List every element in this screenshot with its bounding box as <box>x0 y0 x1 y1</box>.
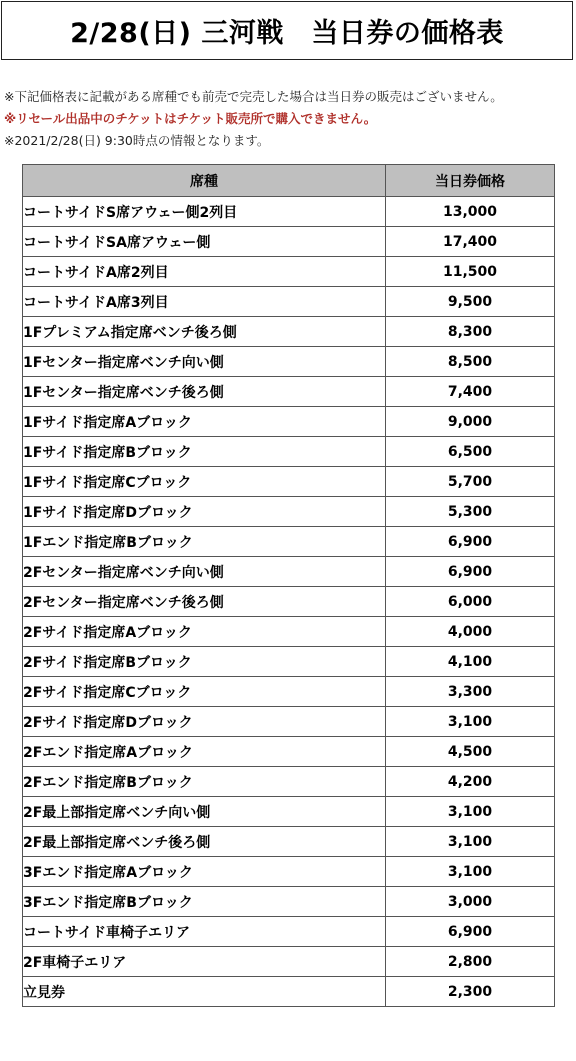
table-row <box>23 857 555 887</box>
price-table <box>22 164 555 1007</box>
table-row <box>23 437 555 467</box>
seat-type-cell: 2F最上部指定席ベンチ向い側 <box>23 797 386 827</box>
table-row <box>23 707 555 737</box>
note-line: ※2021/2/28(日) 9:30時点の情報となります。 <box>4 133 270 148</box>
seat-type-cell: 2Fサイド指定席Dブロック <box>23 707 386 737</box>
table-header-row <box>23 165 555 197</box>
table-row <box>23 977 555 1007</box>
price-cell: 8,300 <box>386 317 555 347</box>
column-header-price: 当日券価格 <box>386 165 555 197</box>
price-cell: 9,500 <box>386 287 555 317</box>
seat-type-cell: 1Fサイド指定席Aブロック <box>23 407 386 437</box>
notes-section <box>4 86 572 152</box>
price-cell: 4,500 <box>386 737 555 767</box>
seat-type-cell: コートサイドSA席アウェー側 <box>23 227 386 257</box>
price-cell: 3,000 <box>386 887 555 917</box>
seat-type-cell: 3Fエンド指定席Bブロック <box>23 887 386 917</box>
price-cell: 8,500 <box>386 347 555 377</box>
price-cell: 4,000 <box>386 617 555 647</box>
table-row <box>23 827 555 857</box>
table-row <box>23 317 555 347</box>
column-header-seat-type: 席種 <box>23 165 386 197</box>
price-cell: 6,900 <box>386 527 555 557</box>
price-cell: 5,700 <box>386 467 555 497</box>
seat-type-cell: 2Fセンター指定席ベンチ向い側 <box>23 557 386 587</box>
price-cell: 5,300 <box>386 497 555 527</box>
table-row <box>23 677 555 707</box>
seat-type-cell: 1Fサイド指定席Cブロック <box>23 467 386 497</box>
note-line: ※下記価格表に記載がある席種でも前売で完売した場合は当日券の販売はございません。 <box>4 89 503 104</box>
table-row <box>23 347 555 377</box>
note-line: ※リセール出品中のチケットはチケット販売所で購入できません。 <box>4 111 377 126</box>
seat-type-cell: 2F最上部指定席ベンチ後ろ側 <box>23 827 386 857</box>
seat-type-cell: コートサイドA席3列目 <box>23 287 386 317</box>
seat-type-cell: 1Fサイド指定席Bブロック <box>23 437 386 467</box>
price-cell: 6,900 <box>386 917 555 947</box>
table-row <box>23 767 555 797</box>
price-cell: 13,000 <box>386 197 555 227</box>
table-row <box>23 467 555 497</box>
table-row <box>23 407 555 437</box>
table-row <box>23 587 555 617</box>
seat-type-cell: 3Fエンド指定席Aブロック <box>23 857 386 887</box>
table-row <box>23 947 555 977</box>
table-row <box>23 287 555 317</box>
seat-type-cell: 2Fセンター指定席ベンチ後ろ側 <box>23 587 386 617</box>
table-row <box>23 797 555 827</box>
table-row <box>23 617 555 647</box>
price-cell: 2,300 <box>386 977 555 1007</box>
price-cell: 6,500 <box>386 437 555 467</box>
price-cell: 6,900 <box>386 557 555 587</box>
table-row <box>23 647 555 677</box>
seat-type-cell: コートサイドS席アウェー側2列目 <box>23 197 386 227</box>
seat-type-cell: 1Fエンド指定席Bブロック <box>23 527 386 557</box>
price-cell: 4,200 <box>386 767 555 797</box>
price-cell: 3,100 <box>386 827 555 857</box>
price-cell: 7,400 <box>386 377 555 407</box>
price-cell: 3,100 <box>386 707 555 737</box>
table-row <box>23 197 555 227</box>
seat-type-cell: 1Fプレミアム指定席ベンチ後ろ側 <box>23 317 386 347</box>
table-row <box>23 227 555 257</box>
price-cell: 3,300 <box>386 677 555 707</box>
table-row <box>23 257 555 287</box>
seat-type-cell: コートサイド車椅子エリア <box>23 917 386 947</box>
price-cell: 4,100 <box>386 647 555 677</box>
seat-type-cell: 2Fエンド指定席Bブロック <box>23 767 386 797</box>
seat-type-cell: 1Fサイド指定席Dブロック <box>23 497 386 527</box>
price-cell: 9,000 <box>386 407 555 437</box>
table-row <box>23 377 555 407</box>
price-cell: 11,500 <box>386 257 555 287</box>
price-cell: 2,800 <box>386 947 555 977</box>
table-row <box>23 917 555 947</box>
price-cell: 3,100 <box>386 797 555 827</box>
seat-type-cell: コートサイドA席2列目 <box>23 257 386 287</box>
seat-type-cell: 2Fサイド指定席Aブロック <box>23 617 386 647</box>
table-row <box>23 557 555 587</box>
table-row <box>23 497 555 527</box>
table-row <box>23 737 555 767</box>
table-row <box>23 527 555 557</box>
page-title: 2/28(日) 三河戦 当日券の価格表 <box>70 18 504 49</box>
price-cell: 6,000 <box>386 587 555 617</box>
seat-type-cell: 1Fセンター指定席ベンチ後ろ側 <box>23 377 386 407</box>
seat-type-cell: 2Fサイド指定席Bブロック <box>23 647 386 677</box>
price-cell: 17,400 <box>386 227 555 257</box>
seat-type-cell: 立見券 <box>23 977 386 1007</box>
table-row <box>23 887 555 917</box>
seat-type-cell: 2Fエンド指定席Aブロック <box>23 737 386 767</box>
title-banner <box>1 1 573 60</box>
price-cell: 3,100 <box>386 857 555 887</box>
seat-type-cell: 2Fサイド指定席Cブロック <box>23 677 386 707</box>
seat-type-cell: 1Fセンター指定席ベンチ向い側 <box>23 347 386 377</box>
seat-type-cell: 2F車椅子エリア <box>23 947 386 977</box>
